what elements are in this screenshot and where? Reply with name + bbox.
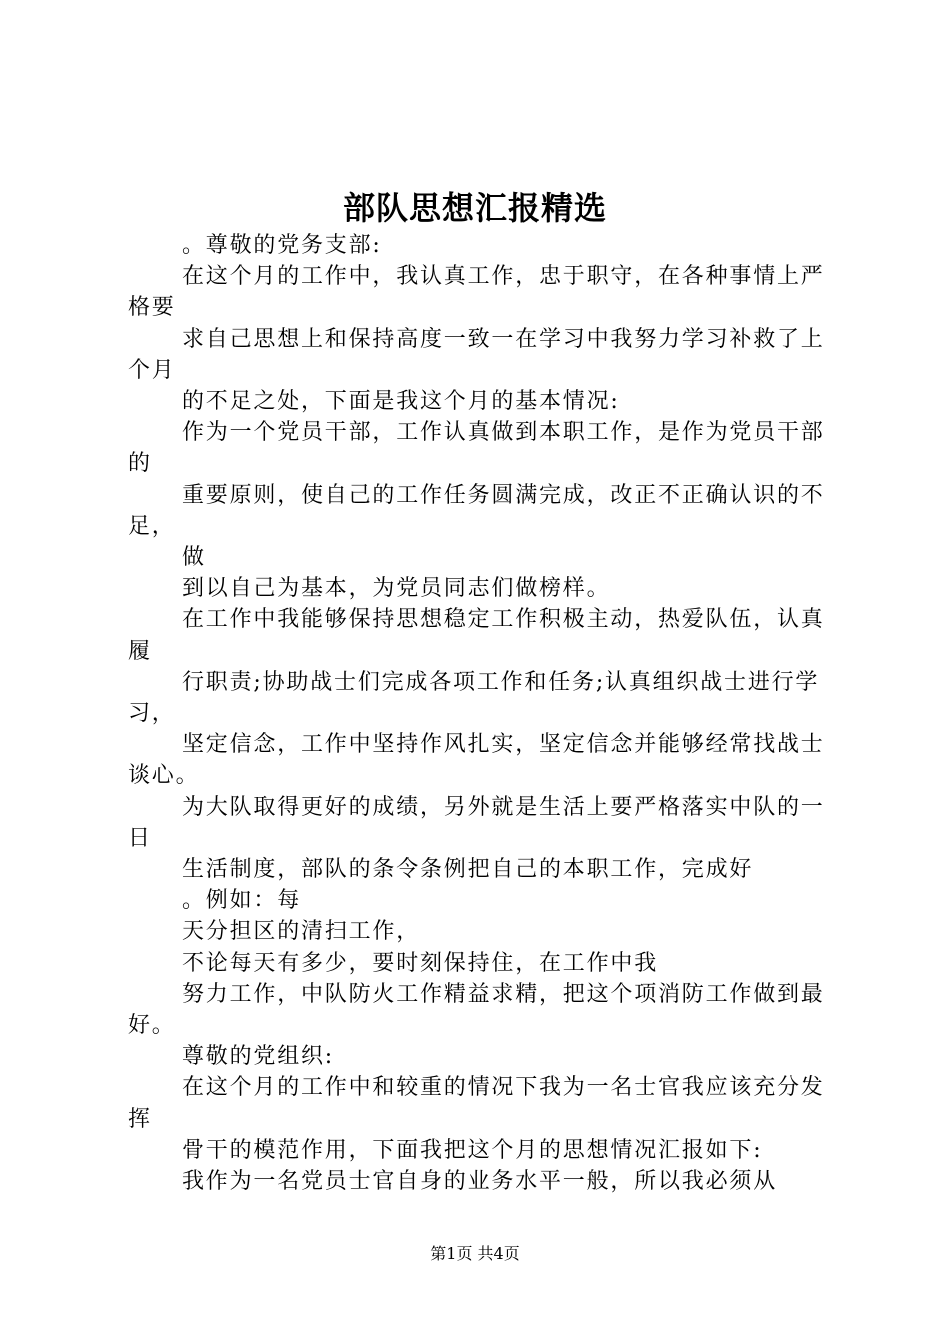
body-line: 重要原则，使自己的工作任务圆满完成，改正不正确认识的不足， (128, 482, 825, 539)
body-line: 努力工作，中队防火工作精益求精，把这个项消防工作做到最好。 (128, 981, 825, 1039)
document-body (128, 230, 838, 1197)
body-line: 在这个月的工作中和较重的情况下我为一名士官我应该充分发挥 (128, 1075, 825, 1132)
body-line: 不论每天有多少，要时刻保持住，在工作中我 (182, 950, 659, 976)
body-line: 到以自己为基本，为党员同志们做榜样。 (182, 576, 611, 602)
body-line: 行职责;协助战士们完成各项工作和任务;认真组织战士进行学习， (128, 669, 820, 727)
body-line: 。例如：每 (182, 888, 302, 914)
body-line: 我作为一名党员士官自身的业务水平一般，所以我必须从 (182, 1169, 778, 1195)
body-line: 的不足之处，下面是我这个月的基本情况: (182, 389, 620, 415)
body-line: 在工作中我能够保持思想稳定工作积极主动，热爱队伍，认真履 (128, 607, 825, 664)
document-title: 部队思想汇报精选 (342, 189, 607, 227)
body-line: 天分担区的清扫工作， (182, 919, 421, 945)
body-line: 作为一个党员干部，工作认真做到本职工作，是作为党员干部的 (128, 420, 825, 477)
page-footer: 第1页 共4页 (430, 1244, 520, 1263)
body-line: 尊敬的党组织: (182, 1044, 335, 1070)
body-line: 骨干的模范作用，下面我把这个月的思想情况汇报如下: (182, 1137, 763, 1163)
body-line: 求自己思想上和保持高度一致一在学习中我努力学习补救了上个月 (128, 326, 825, 383)
body-line: 为大队取得更好的成绩，另外就是生活上要严格落实中队的一日 (128, 794, 825, 851)
body-line: 在这个月的工作中，我认真工作，忠于职守，在各种事情上严格要 (128, 264, 825, 321)
body-line: 坚定信念，工作中坚持作风扎实，坚定信念并能够经常找战士谈心。 (128, 732, 825, 789)
body-line: 。尊敬的党务支部: (182, 233, 382, 258)
body-line: 做 (182, 545, 206, 571)
body-line: 生活制度，部队的条令条例把自己的本职工作，完成好 (182, 857, 754, 883)
